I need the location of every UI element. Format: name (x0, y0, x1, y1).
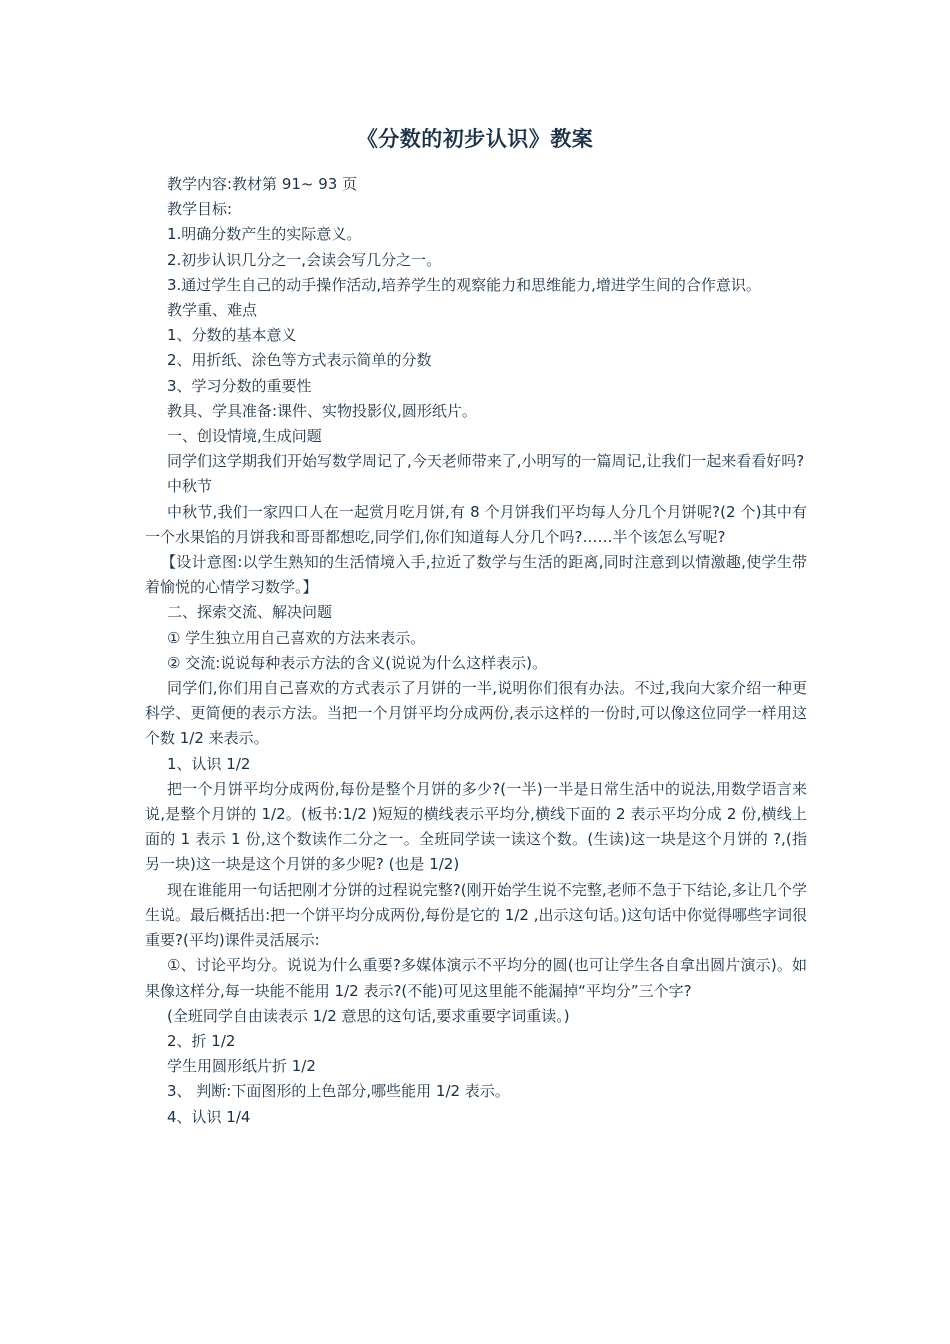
paragraph-mid-autumn-story: 中秋节,我们一家四口人在一起赏月吃月饼,有 8 个月饼我们平均每人分几个月饼呢?(2 个)其中有一个水果馅的月饼我和哥哥都想吃,同学们,你们知道每人分几个吗?……半个该怎么写呢? (145, 502, 807, 546)
document-body (145, 172, 807, 1130)
paragraph-key-point-3: 3、学习分数的重要性 (167, 376, 312, 395)
paragraph-fold-half-heading: 2、折 1/2 (167, 1031, 236, 1050)
paragraph-read-aloud: (全班同学自由读表示 1/2 意思的这句话,要求重要字词重读。) (167, 1006, 570, 1025)
paragraph-intro: 同学们这学期我们开始写数学周记了,今天老师带来了,小明写的一篇周记,让我们一起来看看好吗? (167, 452, 805, 471)
paragraph-key-points-heading: 教学重、难点 (167, 301, 258, 320)
paragraph-key-point-1: 1、分数的基本意义 (167, 326, 297, 345)
paragraph-learn-quarter-heading: 4、认识 1/4 (167, 1107, 251, 1126)
document-title: 《分数的初步认识》教案 (356, 127, 594, 151)
paragraph-judge: 3、 判断:下面图形的上色部分,哪些能用 1/2 表示。 (167, 1082, 510, 1101)
paragraph-step-2: ② 交流:说说每种表示方法的含义(说说为什么这样表示)。 (167, 653, 547, 672)
paragraph-teaching-goals-heading: 教学目标: (167, 200, 233, 219)
paragraph-learn-half-body: 把一个月饼平均分成两份,每份是整个月饼的多少?(一半)一半是日常生活中的说法,用数学语言来说,是整个月饼的 1/2。(板书:1/2 )短短的横线表示平均分,横线下面的 2 表示平均分成 2 份,横线上面的 1 表示 1 份,这个数读作二分之一。全班同学读一读这个数。(生读)这一块是这个月饼的 ?,(指另一块)这一块是这个月饼的多少呢? (也是 1/2) (145, 779, 807, 874)
paragraph-key-point-2: 2、用折纸、涂色等方式表示简单的分数 (167, 351, 432, 370)
paragraph-section-1-heading: 一、创设情境,生成问题 (167, 427, 322, 446)
paragraph-discuss-equal-division: ①、讨论平均分。说说为什么重要?多媒体演示不平均分的圆(也可让学生各自拿出圆片演示)。如果像这样分,每一块能不能用 1/2 表示?(不能)可见这里能不能漏掉“平均分”三个字? (145, 956, 807, 1000)
paragraph-design-intent: 【设计意图:以学生熟知的生活情境入手,拉近了数学与生活的距离,同时注意到以情激趣,使学生带着愉悦的心情学习数学。】 (145, 553, 807, 597)
paragraph-introduce-half: 同学们,你们用自己喜欢的方式表示了月饼的一半,说明你们很有办法。不过,我向大家介绍一种更科学、更简便的表示方法。当把一个月饼平均分成两份,表示这样的一份时,可以像这位同学一样用这个数 1/2 来表示。 (145, 679, 807, 748)
paragraph-complete-sentence: 现在谁能用一句话把刚才分饼的过程说完整?(刚开始学生说不完整,老师不急于下结论,多让几个学生说。最后概括出:把一个饼平均分成两份,每份是它的 1/2 ,出示这句话。)这句话中你觉得哪些字词很重要?(平均)课件灵活展示: (145, 880, 807, 950)
paragraph-materials: 教具、学具准备:课件、实物投影仪,圆形纸片。 (167, 401, 477, 420)
paragraph-teaching-content: 教学内容:教材第 91~ 93 页 (167, 175, 358, 193)
paragraph-goal-1: 1.明确分数产生的实际意义。 (167, 225, 362, 244)
paragraph-section-2-heading: 二、探索交流、解决问题 (167, 603, 333, 622)
paragraph-goal-3: 3.通过学生自己的动手操作活动,培养学生的观察能力和思维能力,增进学生间的合作意识。 (167, 275, 761, 294)
paragraph-goal-2: 2.初步认识几分之一,会读会写几分之一。 (167, 250, 442, 269)
paragraph-mid-autumn-title: 中秋节 (167, 477, 213, 496)
paragraph-learn-half-heading: 1、认识 1/2 (167, 754, 251, 773)
paragraph-fold-half-body: 学生用圆形纸片折 1/2 (167, 1057, 316, 1076)
paragraph-step-1: ① 学生独立用自己喜欢的方法来表示。 (167, 628, 426, 647)
